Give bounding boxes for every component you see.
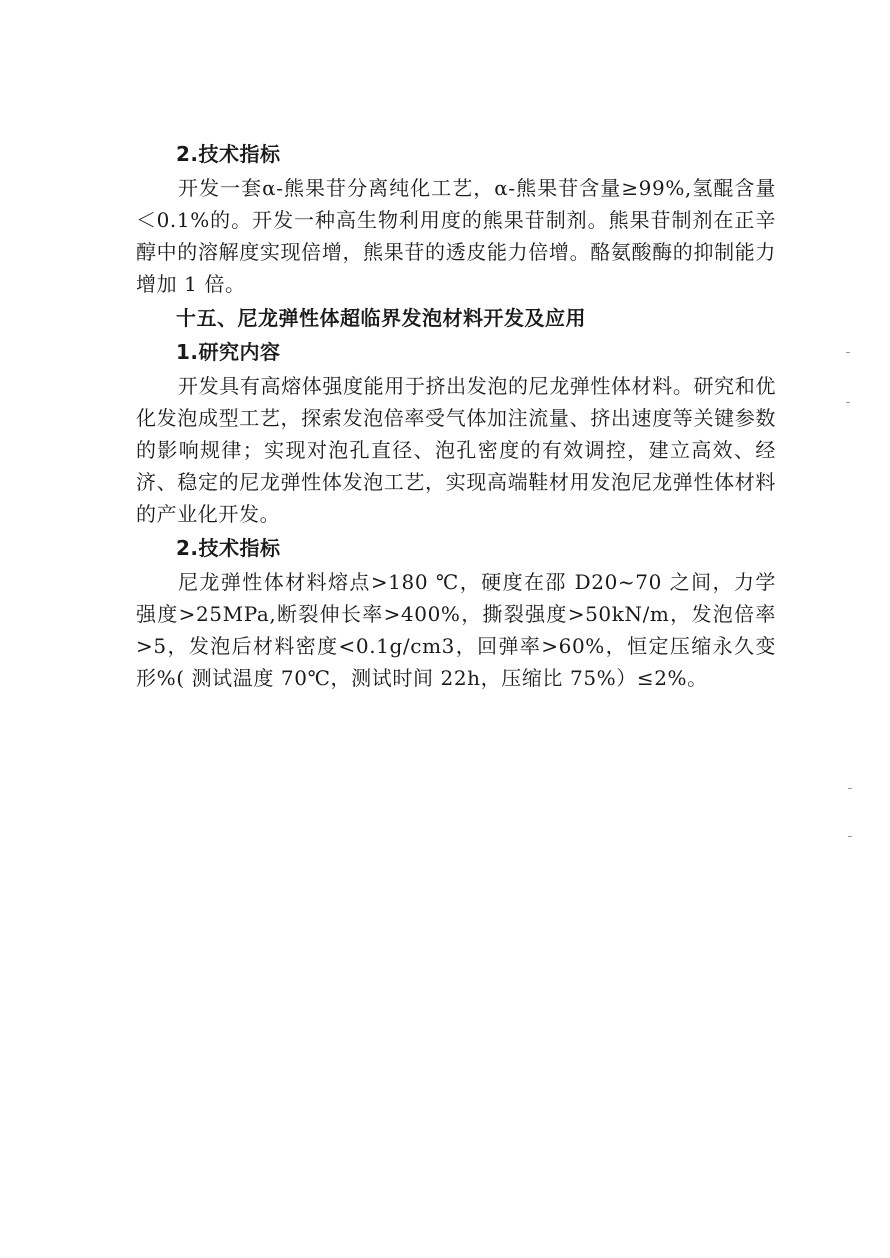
- scan-mark: [846, 402, 850, 403]
- scan-mark: [848, 836, 852, 837]
- section-heading-research-content: 1.研究内容: [176, 340, 281, 364]
- document-body: [136, 138, 776, 696]
- paragraph-nylon-indicators: 尼龙弹性体材料熔点>180 ℃，硬度在邵 D20~70 之间，力学强度>25MPa,断裂伸长率>400%，撕裂强度>50kN/m，发泡倍率>5，发泡后材料密度<0.1g/cm3，回弹率>60%，恒定压缩永久变形%( 测试温度 70℃，测试时间 22h，压缩比 75%）≤2%。: [136, 570, 776, 690]
- paragraph-arbutin-indicators: 开发一套α-熊果苷分离纯化工艺，α-熊果苷含量≥99%,氢醌含量＜0.1%的。开发一种高生物利用度的熊果苷制剂。熊果苷制剂在正辛醇中的溶解度实现倍增，熊果苷的透皮能力倍增。酪氨酸酶的抑制能力增加 1 倍。: [136, 176, 776, 296]
- scan-mark: [846, 352, 850, 353]
- section-heading-technical-indicators-2: 2.技术指标: [176, 536, 281, 560]
- paragraph-research-content: 开发具有高熔体强度能用于挤出发泡的尼龙弹性体材料。研究和优化发泡成型工艺，探索发泡倍率受气体加注流量、挤出速度等关键参数的影响规律；实现对泡孔直径、泡孔密度的有效调控，建立高效、经济、稳定的尼龙弹性体发泡工艺，实现高端鞋材用发泡尼龙弹性体材料的产业化开发。: [136, 374, 776, 526]
- section-heading-technical-indicators: 2.技术指标: [176, 142, 281, 166]
- section-title-nylon-elastomer: 十五、尼龙弹性体超临界发泡材料开发及应用: [176, 306, 586, 330]
- scan-mark: [848, 788, 852, 789]
